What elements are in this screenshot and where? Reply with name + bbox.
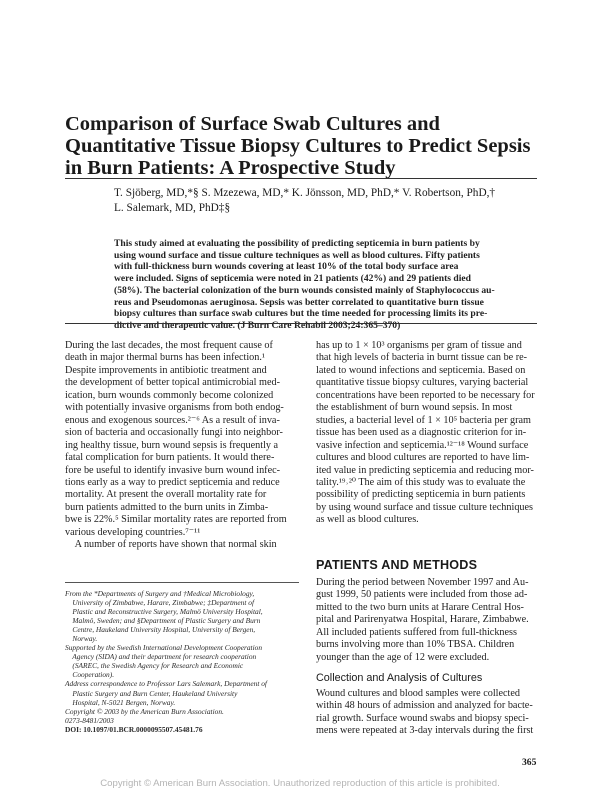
footnote-line: Norway. (65, 634, 98, 644)
body-line: younger than the age of 12 were excluded. (316, 651, 490, 663)
body-line: sion of bacteria and occasionally fungi into neighbor- (65, 427, 283, 439)
author-line: L. Salemark, MD, PhD‡§ (114, 202, 231, 214)
body-line: as well as blood cultures. (316, 514, 419, 526)
footnote-line: Supported by the Swedish International Development Cooperation (65, 643, 263, 653)
body-line: pital and Parirenyatwa Hospital, Harare, Zimbabwe. (316, 614, 529, 626)
body-line: with potentially invasive organisms from both endog- (65, 402, 284, 414)
body-line: within 48 hours of admission and analyzed for bacte- (316, 700, 533, 712)
footnote-line: University of Zimbabwe, Harare, Zimbabwe; ‡Department of (65, 598, 254, 608)
abstract-line: (58%). The bacterial colonization of the burn wounds consisted mainly of Staphylococcus au- (114, 284, 495, 296)
methods-paragraph (316, 577, 548, 664)
abstract-rule (65, 323, 537, 324)
title-line: Quantitative Tissue Biopsy Cultures to Predict Sepsis (65, 135, 531, 157)
body-line: mitted to the two burn units at Harare Central Hos- (316, 601, 524, 613)
footnote-rule (65, 582, 299, 583)
body-line: All included patients suffered from full-thickness (316, 626, 517, 638)
footnote-line: Malmö, Sweden; and §Department of Plastic Surgery and Burn (65, 616, 261, 626)
body-line: concentrations have been reported to be necessary for (316, 389, 535, 401)
body-line: lated to wound infections and septicemia. Based on (316, 364, 526, 376)
abstract-line: were included. Signs of septicemia were noted in 21 patients (42%) and 29 patients died (114, 273, 472, 285)
body-line: During the period between November 1997 and Au- (316, 577, 529, 588)
body-line: bwe is 22%.⁵ Similar mortality rates are reported from (65, 514, 287, 526)
footnote-line: (SAREC, the Swedish Agency for Research and Economic (65, 661, 244, 671)
right-column (316, 340, 548, 527)
abstract (114, 238, 524, 332)
footnotes (65, 589, 305, 734)
body-line: has up to 1 × 10³ organisms per gram of tissue and (316, 340, 522, 351)
body-line: fore be useful to identify invasive burn wound infec- (65, 464, 281, 476)
body-line: A number of reports have shown that normal skin (65, 539, 277, 551)
body-line: the development of better topical antimicrobial med- (65, 377, 280, 389)
abstract-line: biopsy cultures than surface swab cultures but the time needed for processing limits its pre- (114, 308, 488, 320)
body-line: mortality. At present the overall mortality rate for (65, 489, 267, 501)
title-line: Comparison of Surface Swab Cultures and (65, 113, 440, 135)
body-line: cultures and blood cultures are reported to have lim- (316, 452, 530, 464)
collection-paragraph (316, 688, 548, 738)
abstract-line: This study aimed at evaluating the possibility of predicting septicemia in burn patients by (114, 238, 480, 249)
body-line: fatal complication for burn patients. It would there- (65, 452, 275, 464)
footnote-line: Cooperation). (65, 670, 115, 680)
footnote-line: Plastic Surgery and Burn Center, Haukeland University (65, 688, 238, 698)
body-line: burns involving more than 10% TBSA. Children (316, 639, 515, 651)
copyright-notice: Copyright © American Burn Association. Unauthorized reproduction of this article is prohibited. (100, 778, 500, 789)
body-line: ited value in predicting septicemia and reducing mor- (316, 464, 534, 476)
body-line: tality.¹⁹˒²⁰ The aim of this study was to evaluate the (316, 476, 526, 488)
body-line: gust 1999, 50 patients were included from those ad- (316, 589, 528, 601)
author-line: T. Sjöberg, MD,*§ S. Mzezewa, MD,* K. Jönsson, MD, PhD,* V. Robertson, PhD,† (114, 187, 496, 199)
abstract-line: reus and Pseudomonas aeruginosa. Sepsis was better correlated to quantitative burn tissue (114, 296, 484, 308)
body-line: vasive infection and septicemia.¹²⁻¹⁸ Wound surface (316, 439, 529, 451)
body-line: studies, a bacterial level of 1 × 10⁵ bacteria per gram (316, 414, 531, 426)
body-line: enous and exogenous sources.²⁻⁶ As a result of inva- (65, 414, 280, 426)
body-line: possibility of predicting septicemia in burn patients (316, 489, 526, 501)
footnote-line: From the *Departments of Surgery and †Medical Microbiology, (65, 589, 255, 598)
body-line: by using wound surface and tissue culture techniques (316, 501, 533, 513)
body-line: that high levels of bacteria in burnt tissue can be re- (316, 352, 528, 364)
body-line: the establishment of burn wound sepsis. In most (316, 402, 513, 414)
body-line: ication, burn wounds commonly become colonized (65, 389, 274, 401)
footnote-line: Agency (SIDA) and their department for research cooperation (65, 652, 257, 662)
abstract-line: using wound surface and tissue culture techniques as well as blood cultures. Fifty patients (114, 249, 480, 261)
subsection-heading: Collection and Analysis of Cultures (316, 672, 483, 684)
abstract-line: dictive and therapeutic value. (J Burn Care Rehabil 2003;24:365–370) (114, 319, 401, 331)
body-line: death in major thermal burns has been infection.¹ (65, 352, 265, 364)
footnote-line: Plastic and Reconstructive Surgery, Malmö University Hospital, (65, 607, 263, 617)
footnote-line: Centre, Haukeland University Hospital, University of Bergen, (65, 625, 256, 635)
body-line: Wound cultures and blood samples were collected (316, 688, 520, 699)
body-line: quantitative tissue biopsy cultures, varying bacterial (316, 377, 529, 389)
footnote-line: Hospital, N-5021 Bergen, Norway. (65, 697, 176, 707)
left-column (65, 340, 297, 552)
body-line: tissue has been used as a diagnostic criterion for in- (316, 427, 527, 439)
title-line: in Burn Patients: A Prospective Study (65, 157, 396, 179)
footnote-line: Copyright © 2003 by the American Burn Association. (65, 706, 224, 716)
article-title (65, 113, 545, 179)
body-line: ing healthy tissue, burn wound sepsis is frequently a (65, 439, 279, 451)
footnote-line: 0273-8481/2003 (65, 715, 114, 725)
body-line: Despite improvements in antibiotic treatment and (65, 364, 267, 376)
section-heading: PATIENTS AND METHODS (316, 558, 478, 572)
body-line: mens were repeated at 3-day intervals during the first (316, 725, 534, 737)
page-number: 365 (522, 757, 537, 768)
abstract-line: with full-thickness burn wounds covering at least 10% of the total body surface area (114, 261, 459, 273)
author-list (114, 186, 544, 216)
doi-line: DOI: 10.1097/01.BCR.0000095507.45481.76 (65, 724, 203, 734)
title-rule (65, 178, 537, 179)
body-line: rial growth. Surface wound swabs and biopsy speci- (316, 712, 529, 724)
body-line: tions early as a way to predict septicemia and reduce (65, 476, 280, 488)
footnote-line: Address correspondence to Professor Lars Salemark, Department of (65, 679, 267, 689)
body-line: various developing countries.⁷⁻¹¹ (65, 526, 201, 538)
body-line: During the last decades, the most frequent cause of (65, 340, 273, 351)
body-line: burn patients admitted to the burn units in Zimba- (65, 501, 269, 513)
